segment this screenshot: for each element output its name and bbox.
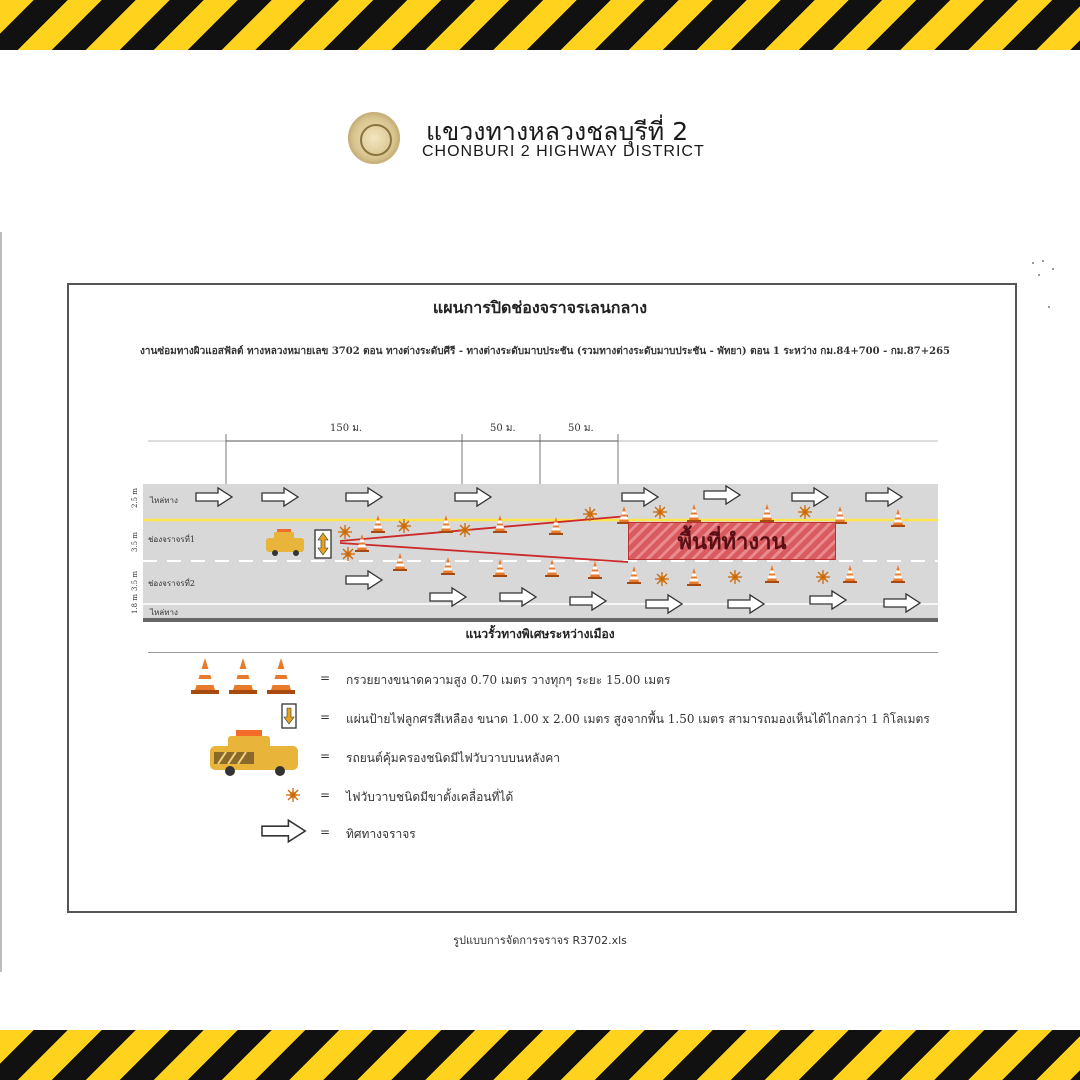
legend-text-truck: รถยนต์คุ้มครองชนิดมีไฟวับวาบบนหลังคา [346,751,560,765]
work-zone [628,522,836,560]
legend-equals: = [320,825,331,839]
legend-text-cone: กรวยยางขนาดความสูง 0.70 เมตร วางทุกๆ ระยะ 15.00 เมตร [346,673,671,687]
legend-text-direction: ทิศทางจราจร [346,827,416,841]
hazard-stripe-bottom [0,1030,1080,1080]
legend-equals: = [320,671,331,685]
lane-label-lane1: ช่องจราจรที่1 [148,535,195,544]
legend-text-arrow-sign: แผ่นป้ายไฟลูกศรสีเหลือง ขนาด 1.00 x 2.00 เมตร สูงจากพื้น 1.50 เมตร สามารถมองเห็นได้ไกลกว่า 1 กิโลเมตร [346,712,930,726]
dimension-label: 50 ม. [490,423,516,434]
plan-title: แผนการปิดช่องจราจรเลนกลาง [432,298,648,317]
lane-label-shoulder-top: ไหล่ทาง [150,496,178,505]
plan-subtitle: งานซ่อมทางผิวแอสฟัลต์ ทางหลวงหมายเลข 3702 ตอน ทางต่างระดับศีรี - ทางต่างระดับมาบประชัน (รวมทางต่างระดับมาบประชัน - พัทยา) ตอน 1 ระหว่าง กม.84+700 - กม.87+265 [139,346,950,357]
legend-separator [148,652,938,653]
org-name-english: CHONBURI 2 HIGHWAY DISTRICT [422,143,705,160]
lane-label-shoulder-bottom: ไหล่ทาง [150,608,178,617]
direction-arrow-icon [262,820,305,842]
dimension-lines [148,434,938,484]
escort-truck-icon [210,730,298,776]
arrow-sign-icon [315,530,331,558]
traffic-cone-icon [191,658,295,694]
file-caption: รูปแบบการจัดการจราจร R3702.xls [453,934,627,947]
flashing-light-icon [286,788,300,802]
median-label: แนวรั้วทางพิเศษระหว่างเมือง [465,627,615,641]
lane-width-label: 3.5 m [131,532,139,552]
dimension-label: 150 ม. [330,423,363,434]
lane-label-lane2: ช่องจราจรที่2 [148,579,195,588]
legend-equals: = [320,710,331,724]
legend-equals: = [320,749,331,763]
dimension-label: 50 ม. [568,423,594,434]
lane-width-label: 3.5 m [131,571,139,591]
arrow-sign-icon [282,704,296,728]
escort-truck-icon [266,529,304,556]
legend-text-flashing-light: ไฟวับวาบชนิดมีขาตั้งเคลื่อนที่ได้ [346,790,514,804]
legend-equals: = [320,788,331,802]
org-name-thai: แขวงทางหลวงชลบุรีที่ 2 [426,117,689,146]
lane-width-label: 2.5 m [131,488,139,508]
lane-width-label: 1.8 m [131,594,139,614]
work-zone-label: พื้นที่ทำงาน [677,529,787,555]
taper-lines [340,516,628,562]
